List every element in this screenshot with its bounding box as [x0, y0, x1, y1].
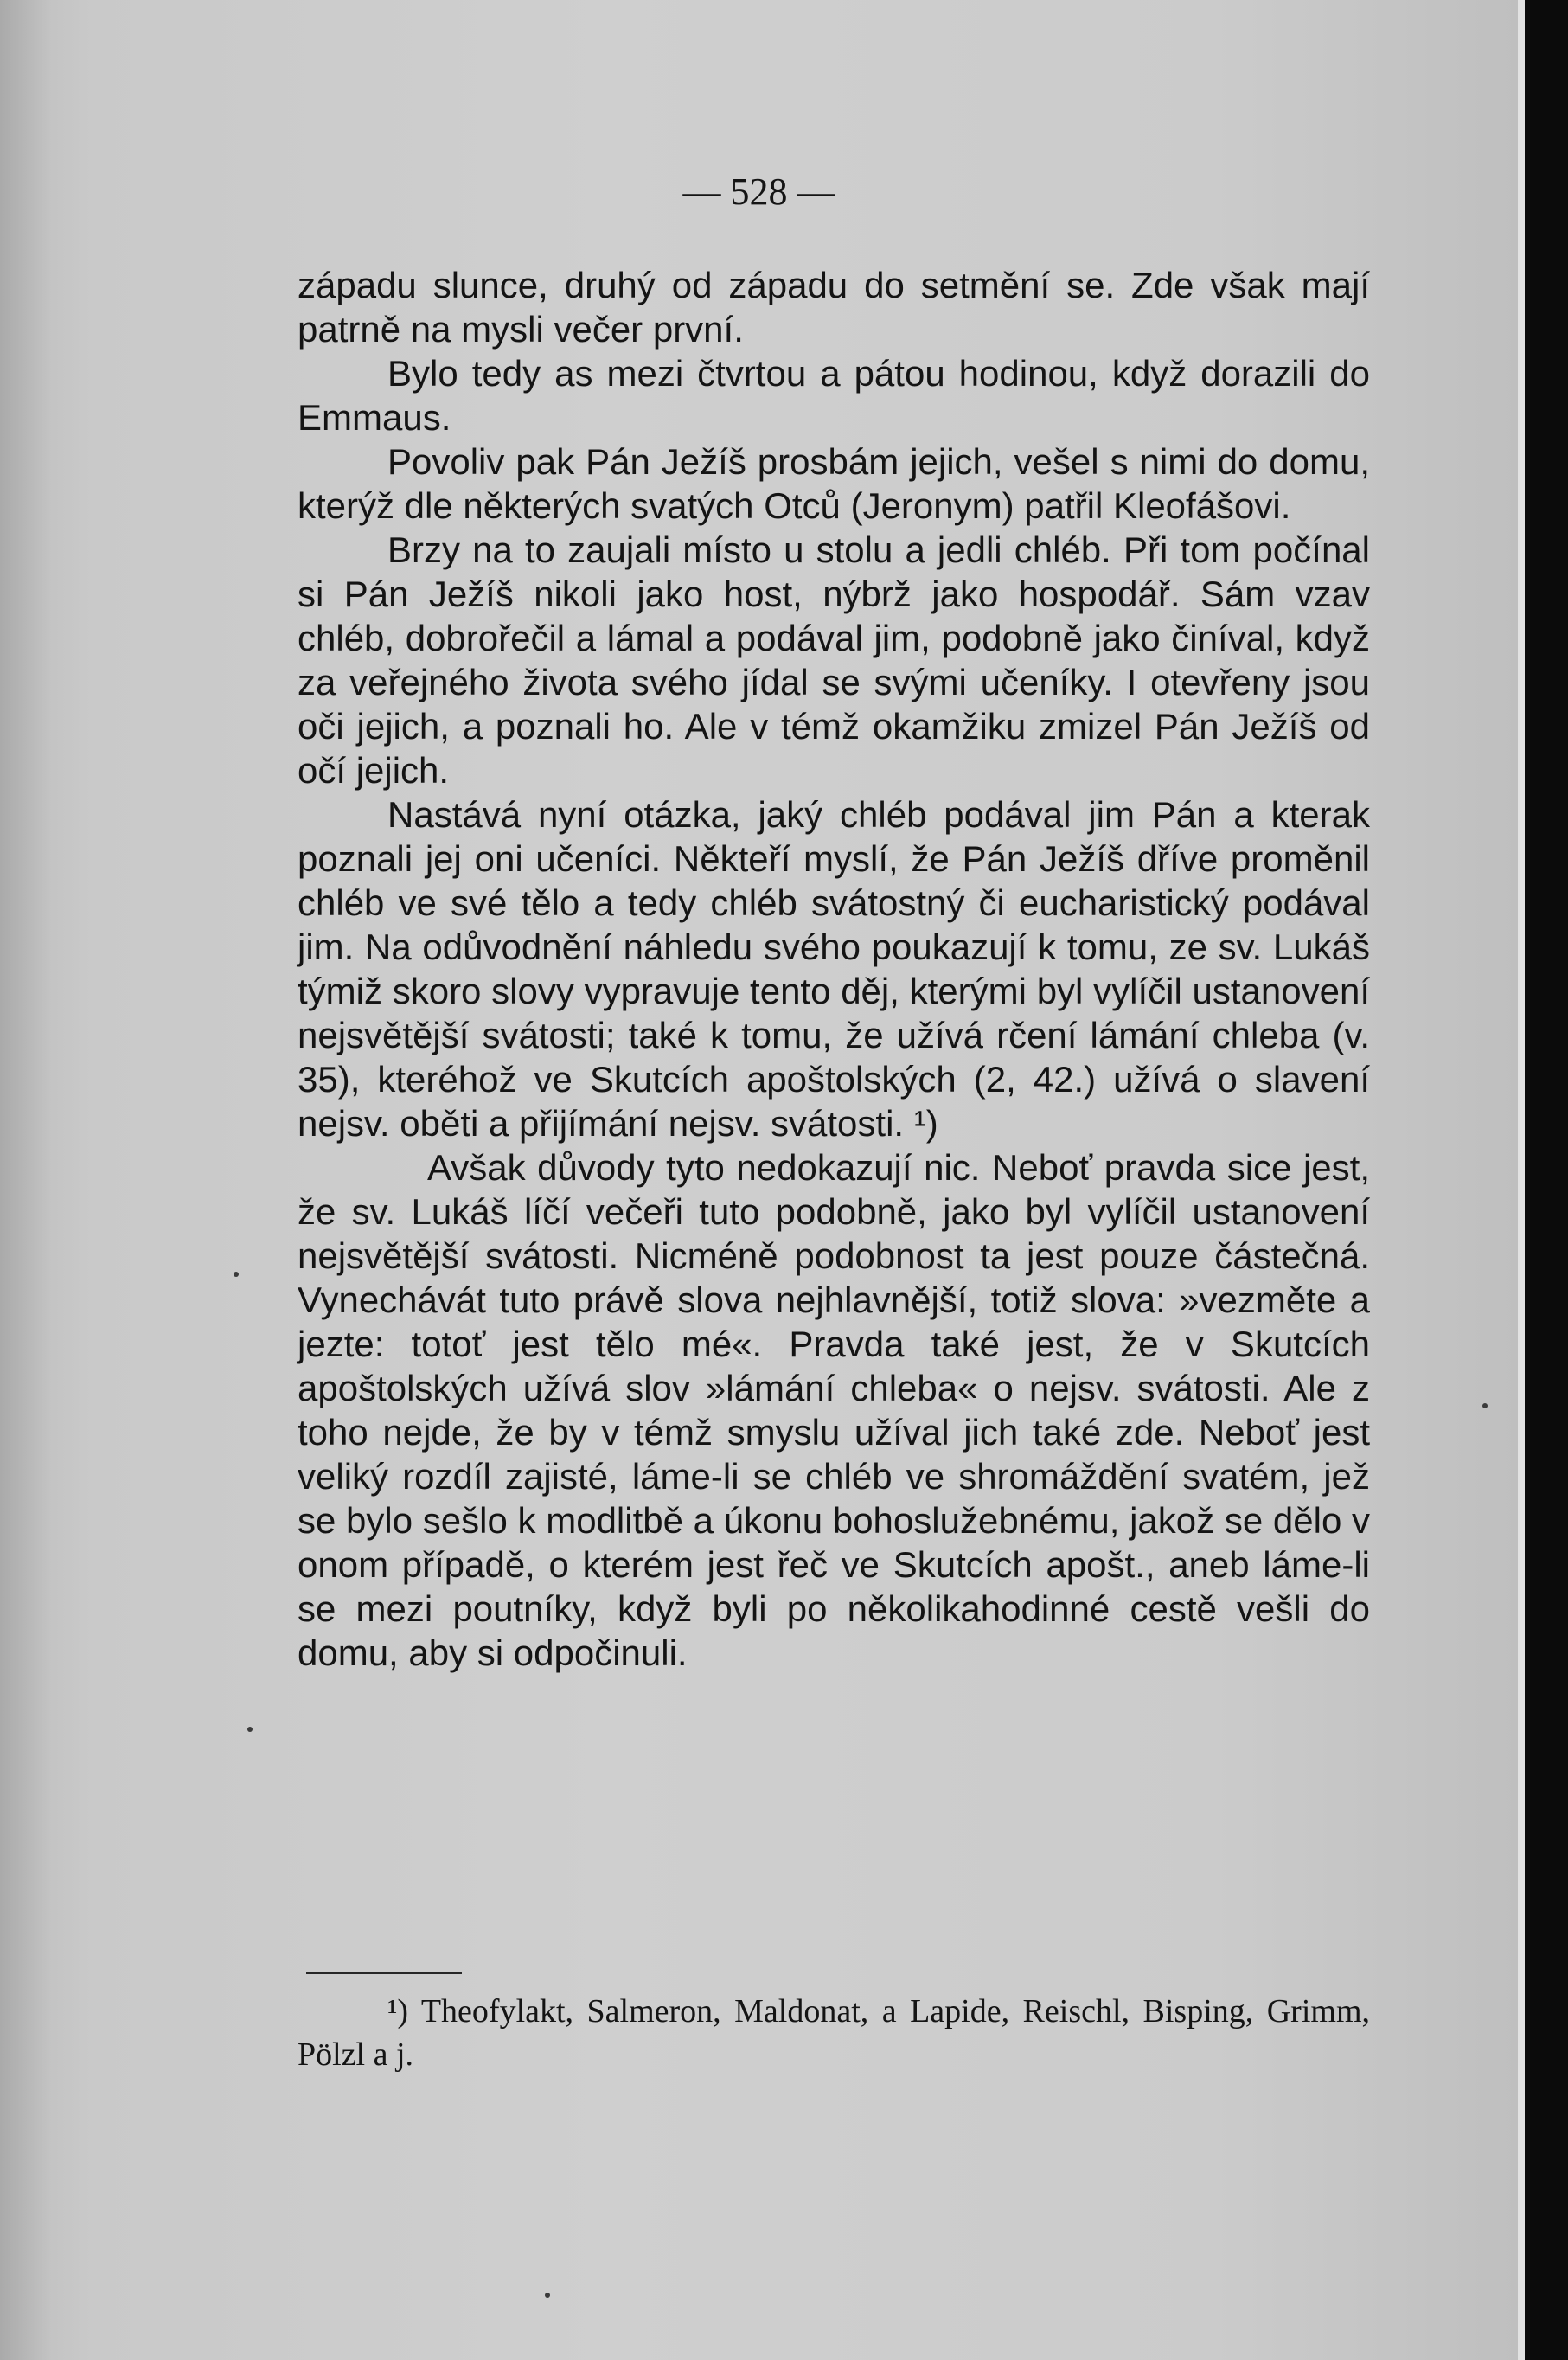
paragraph-4: Brzy na to zaujali místo u stolu a jedli chléb. Při tom počínal si Pán Ježíš nikoli jako host, nýbrž jako hospodář. Sám vzav chléb, dobrořečil a lámal a podával jim, podobně jako činíval, když za veřejného života svého jídal se svými učeníky. I otevřeny jsou oči jejich, a poznali ho. Ale v témž okamžiku zmizel Pán Ježíš od očí jejich. — [298, 529, 1370, 791]
paragraph-2: Bylo tedy as mezi čtvrtou a pátou hodinou, když dorazili do Emmaus. — [298, 353, 1370, 438]
print-speck — [234, 1272, 239, 1277]
gutter-shadow — [0, 0, 52, 2360]
paragraph-5: Nastává nyní otázka, jaký chléb podával jim Pán a kterak poznali jej oni učeníci. Někteří myslí, že Pán Ježíš dříve proměnil chléb ve své tělo a tedy chléb svátostný či eucharistický podával jim. Na odůvodnění náhledu svého poukazují k tomu, ze sv. Lukáš týmiž skoro slovy vypravuje tento děj, kterými byl vylíčil ustanovení nejsvětější svátosti; také k tomu, že užívá rčení lámání chleba (v. 35), kteréhož ve Skutcích apoštolských (2, 42.) užívá o slavení nejsv. oběti a přijímání nejsv. svátosti. ¹) — [298, 794, 1370, 1144]
paragraph-1: západu slunce, druhý od západu do setmění se. Zde však mají patrně na mysli večer první. — [298, 265, 1370, 350]
paragraph-3: Povoliv pak Pán Ježíš prosbám jejich, vešel s nimi do domu, kterýž dle některých svatých Otců (Jeronym) patřil Kleofášovi. — [298, 441, 1370, 526]
footnote-divider — [306, 1972, 462, 1974]
print-speck — [1482, 1403, 1488, 1408]
main-text — [298, 263, 1370, 1675]
print-speck — [247, 1727, 253, 1732]
print-speck — [545, 2293, 550, 2298]
footnote: ¹) Theofylakt, Salmeron, Maldonat, a Lapide, Reischl, Bisping, Grimm, Pölzl a j. — [298, 1993, 1370, 2073]
page-number: — 528 — — [682, 170, 835, 213]
paragraph-6: Avšak důvody tyto nedokazují nic. Neboť pravda sice jest, že sv. Lukáš líčí večeři tuto podobně, jako byl vylíčil ustanovení nejsvětější svátosti. Nicméně podobnost ta jest pouze částečná. Vynechávát tuto právě slova nejhlavnější, totiž slova: »vezměte a jezte: totoť jest tělo mé«. Pravda také jest, že v Skutcích apoštolských užívá slov »lámání chleba« o nejsv. svátosti. Ale z toho nejde, že by v témž smyslu užíval jich také zde. Neboť jest veliký rozdíl zajisté, láme-li se chléb ve shromáždění svatém, jež se bylo sešlo k modlitbě a úkonu bohoslužebnému, jakož se dělo v onom případě, o kterém jest řeč ve Skutcích apošt., aneb láme-li se mezi poutníky, když byli po několikahodinné cestě vešli do domu, aby si odpočinuli. — [298, 1147, 1370, 1673]
page-edge — [1518, 0, 1525, 2360]
